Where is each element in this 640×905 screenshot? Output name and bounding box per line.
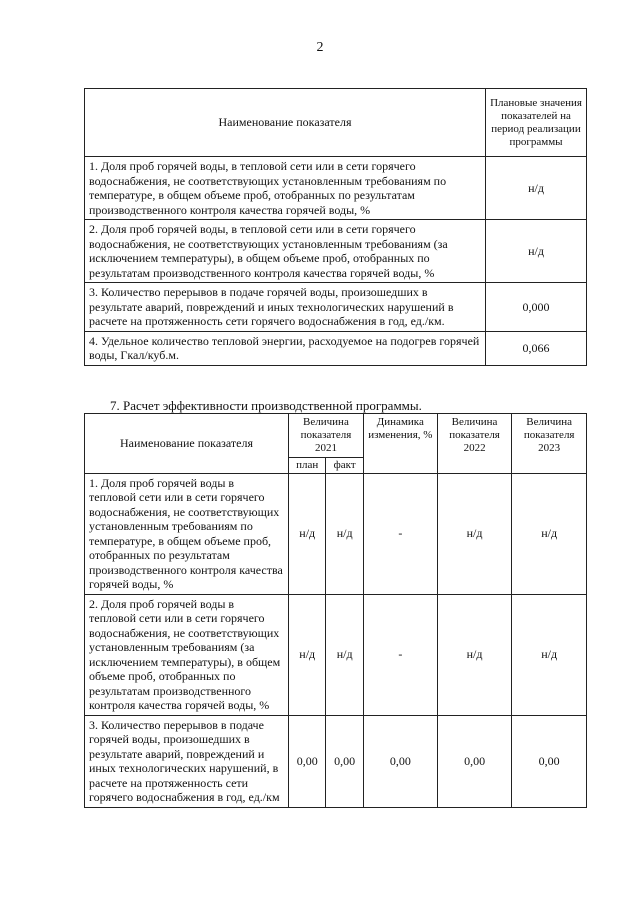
dynamics-value: - [363,594,437,715]
indicator-name: 1. Доля проб горячей воды, в тепловой сети или в сети горячего водоснабжения, не соответствующих установленным требованиям по температуре, в общем объеме проб, отобранных по результатам производственного контроля качества горячей воды, % [85,157,486,220]
header-dynamics: Динамика изменения, % [363,414,437,474]
value-2022: 0,00 [437,715,512,807]
indicator-value: н/д [486,220,587,283]
fact-value: н/д [326,594,363,715]
dynamics-value: - [363,473,437,594]
value-2022: н/д [437,594,512,715]
section-7-title: 7. Расчет эффективности производственной программы. [110,398,422,413]
header-fact: факт [326,458,363,474]
indicator-value: 0,066 [486,331,587,365]
plan-value: н/д [289,473,326,594]
plan-value: 0,00 [289,715,326,807]
page-number: 2 [316,40,324,55]
header-value-2023: Величина показателя 2023 [512,414,587,474]
planned-indicators-table [84,88,587,366]
indicator-name: 1. Доля проб горячей воды в тепловой сети или в сети горячего водоснабжения, не соответствующих установленным требованиям по температуре, в общем объеме проб, отобранных по результатам производственного контроля качества горячей воды, % [85,473,289,594]
dynamics-value: 0,00 [363,715,437,807]
indicator-name: 2. Доля проб горячей воды, в тепловой сети или в сети горячего водоснабжения, не соответствующих установленным требованиям (за исключением температуры), в общем объеме проб, отобранных по результатам производственного контроля качества горячей воды, % [85,220,486,283]
value-2023: н/д [512,473,587,594]
fact-value: н/д [326,473,363,594]
indicator-name: 3. Количество перерывов в подаче горячей воды, произошедших в результате аварий, повреждений и иных технологических нарушений, в расчете на протяженность сети горячего водоснабжения в год, ед./км [85,715,289,807]
header-indicator-name: Наименование показателя [85,89,486,157]
header-indicator-name: Наименование показателя [85,414,289,474]
table-row [85,594,587,715]
value-2023: н/д [512,594,587,715]
value-2023: 0,00 [512,715,587,807]
table-row [85,157,587,220]
table-header-row [85,89,587,157]
fact-value: 0,00 [326,715,363,807]
header-plan: план [289,458,326,474]
table-row [85,220,587,283]
value-2022: н/д [437,473,512,594]
indicator-name: 3. Количество перерывов в подаче горячей воды, произошедших в результате аварий, повреждений и иных технологических нарушений в расчете на протяженность сети горячего водоснабжения в год, ед./км. [85,283,486,332]
header-value-2021: Величина показателя 2021 [289,414,364,458]
header-value-2022: Величина показателя 2022 [437,414,512,474]
indicator-name: 4. Удельное количество тепловой энергии, расходуемое на подогрев горячей воды, Гкал/куб.м. [85,331,486,365]
header-planned-values: Плановые значения показателей на период реализации программы [486,89,587,157]
table-row [85,715,587,807]
indicator-name: 2. Доля проб горячей воды в тепловой сети или в сети горячего водоснабжения, не соответствующих установленным требованиям (за исключением температуры), в общем объеме проб, отобранных по результатам производственного контроля качества горячей воды, % [85,594,289,715]
efficiency-table [84,413,587,808]
plan-value: н/д [289,594,326,715]
table-row [85,283,587,332]
indicator-value: 0,000 [486,283,587,332]
table-row [85,331,587,365]
table-row [85,473,587,594]
table-header-row [85,414,587,458]
indicator-value: н/д [486,157,587,220]
